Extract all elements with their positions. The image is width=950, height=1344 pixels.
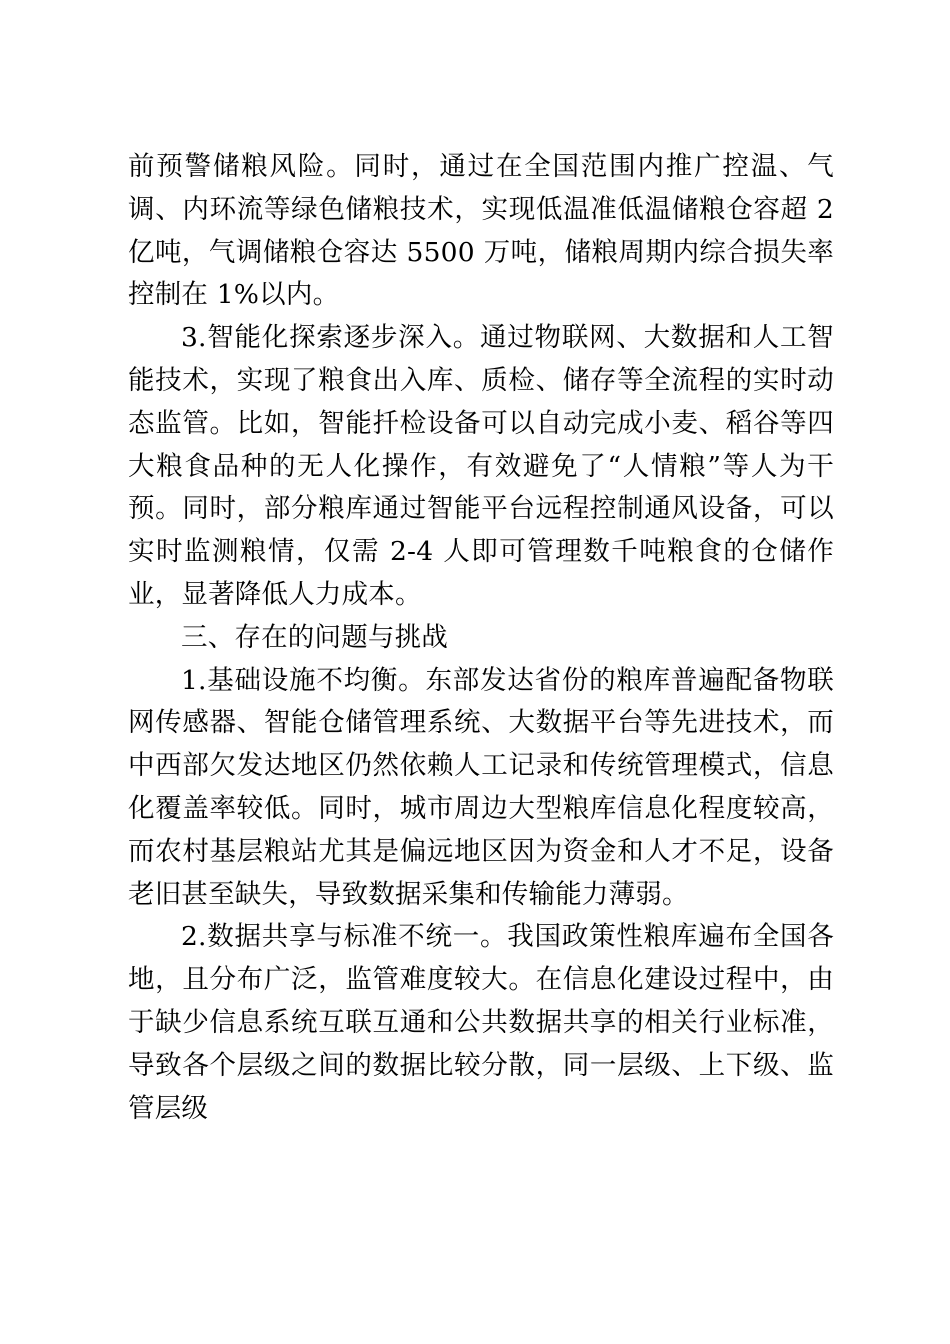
paragraph-infrastructure: 1.基础设施不均衡。东部发达省份的粮库普遍配备物联网传感器、智能仓储管理系统、大数据平台等先进技术，而中西部欠发达地区仍然依赖人工记录和传统管理模式，信息化覆盖率较低。同时，城市周边大型粮库信息化程度较高，而农村基层粮站尤其是偏远地区因为资金和人才不足，设备老旧甚至缺失，导致数据采集和传输能力薄弱。 [128, 664, 834, 910]
paragraph-intelligent-exploration: 3.智能化探索逐步深入。通过物联网、大数据和人工智能技术，实现了粮食出入库、质检、储存等全流程的实时动态监管。比如，智能扦检设备可以自动完成小麦、稻谷等四大粮食品种的无人化操作，有效避免了“人情粮”等人为干预。同时，部分粮库通过智能平台远程控制通风设备，可以实时监测粮情，仅需 2-4 人即可管理数千吨粮食的仓储作业，显著降低人力成本。 [128, 322, 834, 610]
section-heading-problems: 三、存在的问题与挑战 [181, 621, 448, 653]
document-page [128, 146, 834, 1130]
paragraph-data-sharing: 2.数据共享与标准不统一。我国政策性粮库遍布全国各地，且分布广泛，监管难度较大。在信息化建设过程中，由于缺少信息系统互联互通和公共数据共享的相关行业标准，导致各个层级之间的数据比较分散，同一层级、上下级、监管层级 [128, 921, 834, 1124]
paragraph-continuation: 前预警储粮风险。同时，通过在全国范围内推广控温、气调、内环流等绿色储粮技术，实现低温准低温储粮仓容超 2 亿吨，气调储粮仓容达 5500 万吨，储粮周期内综合损失率控制在 1%以内。 [128, 151, 834, 311]
